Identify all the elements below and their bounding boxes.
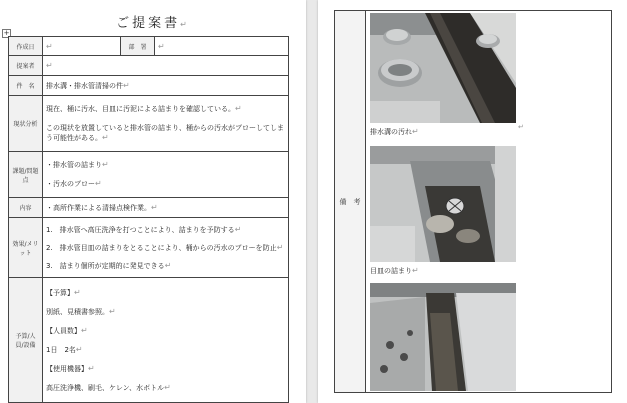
issues-label: 課題/問題点	[9, 152, 43, 198]
content-cell[interactable]: ・高所作業による清掃点検作業。↵	[43, 198, 289, 218]
table-row	[9, 76, 289, 96]
issues-cell[interactable]: ・排水管の詰まり↵ ・汚水のブロー↵	[43, 152, 289, 198]
created-date-cell[interactable]: ↵	[43, 37, 121, 56]
department-label: 部 署	[121, 37, 155, 56]
remarks-label: 備 考	[335, 11, 366, 393]
analysis-label: 現状分析	[9, 96, 43, 152]
table-row	[9, 56, 289, 76]
department-cell[interactable]: ↵	[155, 37, 289, 56]
photo-caption-1: 排水溝の汚れ↵	[370, 127, 419, 136]
effect-label: 効果/メリット	[9, 218, 43, 278]
subject-cell[interactable]: 排水溝・排水管清掃の件↵	[43, 76, 289, 96]
table-row	[9, 198, 289, 218]
remarks-cell[interactable]	[366, 11, 612, 393]
document-page-left	[0, 0, 306, 403]
remarks-table	[334, 10, 612, 393]
photo-caption-2: 目皿の詰まり↵	[370, 266, 419, 275]
analysis-cell[interactable]: 現在、桶に汚水、目皿に汚泥による詰まりを確認している。↵ この現状を放置していると排水管の詰まり、桶からの汚水がブローしてしまう可能性がある。↵	[43, 96, 289, 152]
end-of-cell-icon: ↵	[518, 123, 524, 131]
table-row	[9, 37, 289, 56]
proposer-cell[interactable]: ↵	[43, 56, 289, 76]
table-row	[9, 278, 289, 403]
budget-cell[interactable]: 【予算】↵ 別紙、見積書参照。↵ 【人員数】↵ 1日 2名↵ 【使用機器】↵ 高圧洗浄機、刷毛、ケレン、水ボトル↵	[43, 278, 289, 403]
table-move-handle-icon[interactable]: +	[3, 29, 10, 37]
table-row	[9, 218, 289, 278]
proposer-label: 提案者	[9, 56, 43, 76]
proposal-form-table	[8, 36, 289, 403]
document-page-right	[318, 0, 627, 403]
content-label: 内容	[9, 198, 43, 218]
table-row	[9, 96, 289, 152]
document-title: ご提案書↵	[116, 16, 190, 31]
drain-grate-photo[interactable]	[370, 146, 516, 262]
table-row	[9, 152, 289, 198]
created-date-label: 作成日	[9, 37, 43, 56]
drain-channel-photo[interactable]	[370, 283, 516, 391]
subject-label: 件 名	[9, 76, 43, 96]
effect-cell[interactable]: 1. 排水管へ高圧洗浄を打つことにより、詰まりを予防する↵ 2. 排水管目皿の詰まりをとることにより、桶からの汚水のブローを防止↵ 3. 詰まり個所が定期的に発見できる↵	[43, 218, 289, 278]
drain-dirt-photo[interactable]	[370, 13, 516, 123]
budget-label: 予算/人員/設備	[9, 278, 43, 403]
